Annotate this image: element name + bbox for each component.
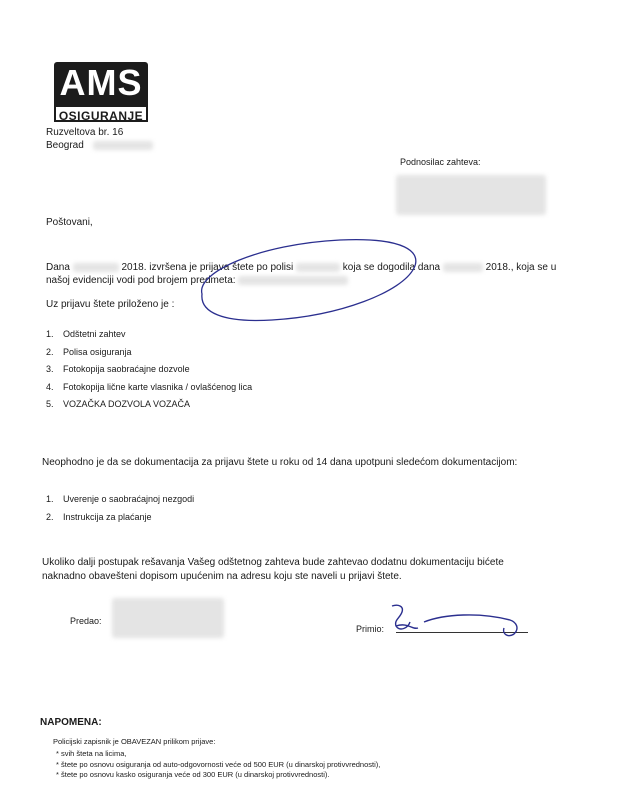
body-line-2: našoj evidenciji vodi pod brojem predmeta: (46, 275, 348, 286)
required-list (46, 490, 194, 526)
company-logo (54, 62, 148, 122)
notice-line-2: naknadno obavešteni dopisom upućenim na adresu koju ste naveli u prijavi štete. (42, 571, 402, 582)
list-item: 4. Fotokopija lične karte vlasnika / ovlašćenog lica (46, 381, 253, 392)
redacted-date-2 (443, 263, 483, 272)
attached-heading: Uz prijavu štete priloženo je : (46, 299, 175, 310)
list-item: 1. Odštetni zahtev (46, 329, 126, 339)
note-intro: Policijski zapisnik je OBAVEZAN prilikom prijave: (53, 737, 216, 746)
redacted-date-1 (73, 263, 119, 272)
note-list (56, 749, 380, 781)
list-item: 1. Uverenje o saobraćajnoj nezgodi (46, 494, 195, 504)
body-line-1: Dana 2018. izvršena je prijava štete po polisi koja se dogodila dana 2018., koja se u (46, 262, 557, 273)
handed-label: Predao: (70, 616, 102, 626)
list-item: 2. Instrukcija za plaćanje (46, 512, 152, 522)
handwritten-signature (384, 600, 534, 640)
received-label: Primio: (356, 624, 385, 634)
notice-line-1: Ukoliko dalji postupak rešavanja Vašeg odštetnog zahteva bude zahtevao dodatnu dokumentaciju bićete (42, 557, 504, 568)
list-item: 2. Polisa osiguranja (46, 346, 132, 357)
list-item: * svih šteta na licima, (56, 749, 127, 758)
address-street: Ruzveltova br. 16 (46, 127, 124, 138)
address-city: Beograd (46, 140, 153, 151)
list-item: * štete po osnovu kasko osiguranja veće od 300 EUR (u dinarskoj protivvrednosti). (56, 770, 330, 779)
redacted-applicant (396, 175, 546, 215)
list-item: 3. Fotokopija saobraćajne dozvole (46, 364, 190, 374)
list-item: * štete po osnovu osiguranja od auto-odgovornosti veće od 500 EUR (u dinarskoj protivvrednosti), (56, 759, 381, 769)
handwritten-oval (190, 232, 430, 332)
applicant-label: Podnosilac zahteva: (400, 157, 481, 167)
required-heading: Neophodno je da se dokumentacija za prijavu štete u roku od 14 dana upotpuni sledećom dokumentacijom: (42, 457, 518, 468)
logo-wordmark: AMS (59, 62, 143, 103)
logo-subtitle: OSIGURANJE (58, 109, 144, 123)
attached-list (46, 326, 252, 414)
list-item: 5. VOZAČKA DOZVOLA VOZAČA (46, 399, 191, 409)
greeting: Poštovani, (46, 217, 93, 228)
redacted-postcode (93, 141, 153, 150)
redacted-handed-by (112, 598, 224, 638)
note-title: NAPOMENA: (40, 717, 102, 728)
